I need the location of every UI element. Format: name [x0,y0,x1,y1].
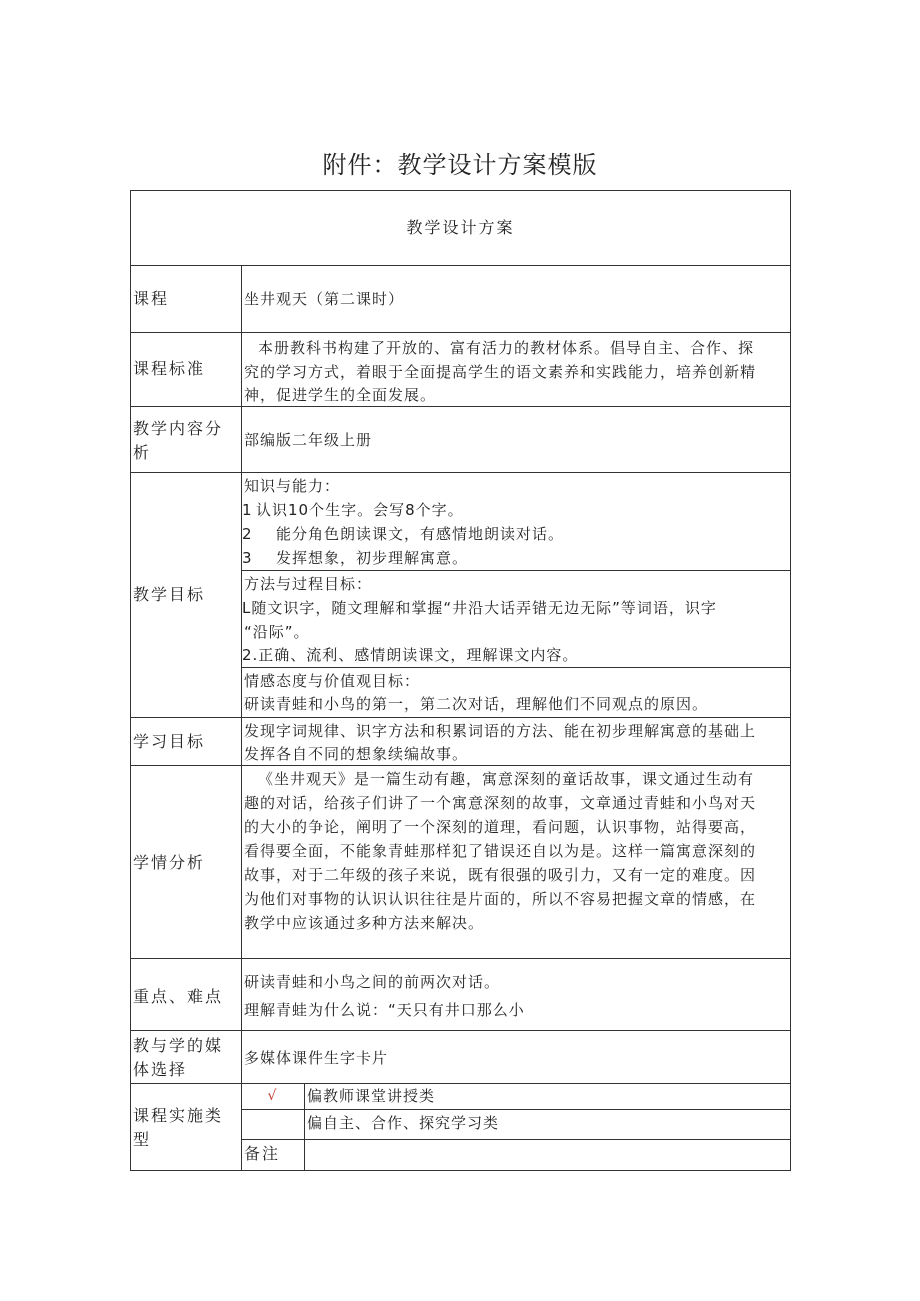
knowledge-item-text: 认识10个生字。会写8个字。 [256,501,464,519]
media-label: 体选择 [133,1060,188,1079]
learning-goal-line: 发现字词规律、识字方法和积累词语的方法、能在初步理解寓意的基础上 [244,722,757,740]
knowledge-item-text: 发挥想象，初步理解寓意。 [276,549,469,567]
standard-label: 课程标准 [133,359,206,378]
course-label: 课程 [133,289,170,308]
course-type-option: 偏教师课堂讲授类 [307,1087,436,1105]
emotion-text: 研读青蛙和小鸟的第一，第二次对话，理解他们不同观点的原因。 [244,695,709,713]
media-label: 教与学的媒 [133,1036,224,1055]
learner-analysis-line: 故事，对于二年级的孩子来说，既有很强的吸引力，又有一定的难度。因 [244,866,757,884]
emotion-heading: 情感态度与价值观目标： [244,672,421,690]
content-analysis-label: 教学内容分 [133,419,224,438]
course-type-option: 偏自主、合作、探究学习类 [307,1114,500,1132]
learner-analysis-line: 教学中应该通过多种方法来解决。 [244,914,485,932]
learner-analysis-line: 趣的对话，给孩子们讲了一个寓意深刻的故事，文章通过青蛙和小鸟对天 [244,794,757,812]
remark-label: 备注 [244,1144,281,1163]
method-line: L随文识字，随文理解和掌握“井沿大话弄错无边无际”等词语，识字 [242,599,717,617]
method-line: 2.正确、流利、感情朗读课文，理解课文内容。 [242,646,579,664]
learner-analysis-line: 《坐井观天》是一篇生动有趣，寓意深刻的童话故事，课文通过生动有 [258,770,755,788]
key-points-line: 研读青蛙和小鸟之间的前两次对话。 [244,973,501,991]
column-divider [304,1083,305,1171]
method-line: “沿际”。 [244,623,310,641]
standard-line: 究的学习方式，着眼于全面提高学生的语文素养和实践能力，培养创新精 [244,363,757,381]
row-divider [130,472,791,473]
row-divider [130,1030,791,1031]
row-divider [130,717,791,718]
content-analysis-value: 部编版二年级上册 [244,431,373,449]
learning-goal-label: 学习目标 [133,732,206,751]
column-divider [241,265,242,1171]
learner-analysis-line: 看得要全面，不能象青蛙那样犯了错误还自以为是。这样一篇寓意深刻的 [244,842,757,860]
learning-goal-line: 发挥各自不同的想象续编故事。 [244,745,469,763]
course-type-label: 型 [133,1130,152,1149]
standard-line: 本册教科书构建了开放的、富有活力的教材体系。倡导自主、合作、探 [258,339,755,357]
learner-analysis-label: 学情分析 [133,853,206,872]
learner-analysis-line: 为他们对事物的认识认识往往是片面的，所以不容易把握文章的情感，在 [244,890,757,908]
sub-divider [241,1139,791,1140]
sub-divider [241,570,791,571]
content-analysis-label: 析 [133,443,152,462]
row-divider [130,958,791,959]
course-type-label: 课程实施类 [133,1106,224,1125]
sub-divider [241,667,791,668]
standard-line: 神，促进学生的全面发展。 [244,386,437,404]
knowledge-item-num: 1 [242,501,253,519]
key-points-label: 重点、难点 [133,987,224,1006]
document-title: 附件：教学设计方案模版 [322,151,598,179]
checkmark-icon: √ [267,1088,278,1104]
course-value: 坐井观天（第二课时） [244,290,405,308]
method-heading: 方法与过程目标： [244,575,373,593]
knowledge-item-num: 2 [242,525,253,543]
sub-divider [241,1109,791,1110]
knowledge-heading: 知识与能力： [244,477,341,495]
knowledge-item-num: 3 [242,549,253,567]
media-value: 多媒体课件生字卡片 [244,1049,389,1067]
row-divider [130,406,791,407]
key-points-line: 理解青蛙为什么说：“天只有井口那么小 [244,1001,525,1019]
knowledge-item-text: 能分角色朗读课文，有感情地朗读对话。 [276,525,565,543]
learner-analysis-line: 的大小的争论，阐明了一个深刻的道理，看问题，认识事物，站得要高， [244,818,757,836]
objectives-label: 教学目标 [133,585,206,604]
table-header: 教学设计方案 [406,218,515,237]
row-divider [130,1083,791,1084]
row-divider [130,332,791,333]
row-divider [130,265,791,266]
